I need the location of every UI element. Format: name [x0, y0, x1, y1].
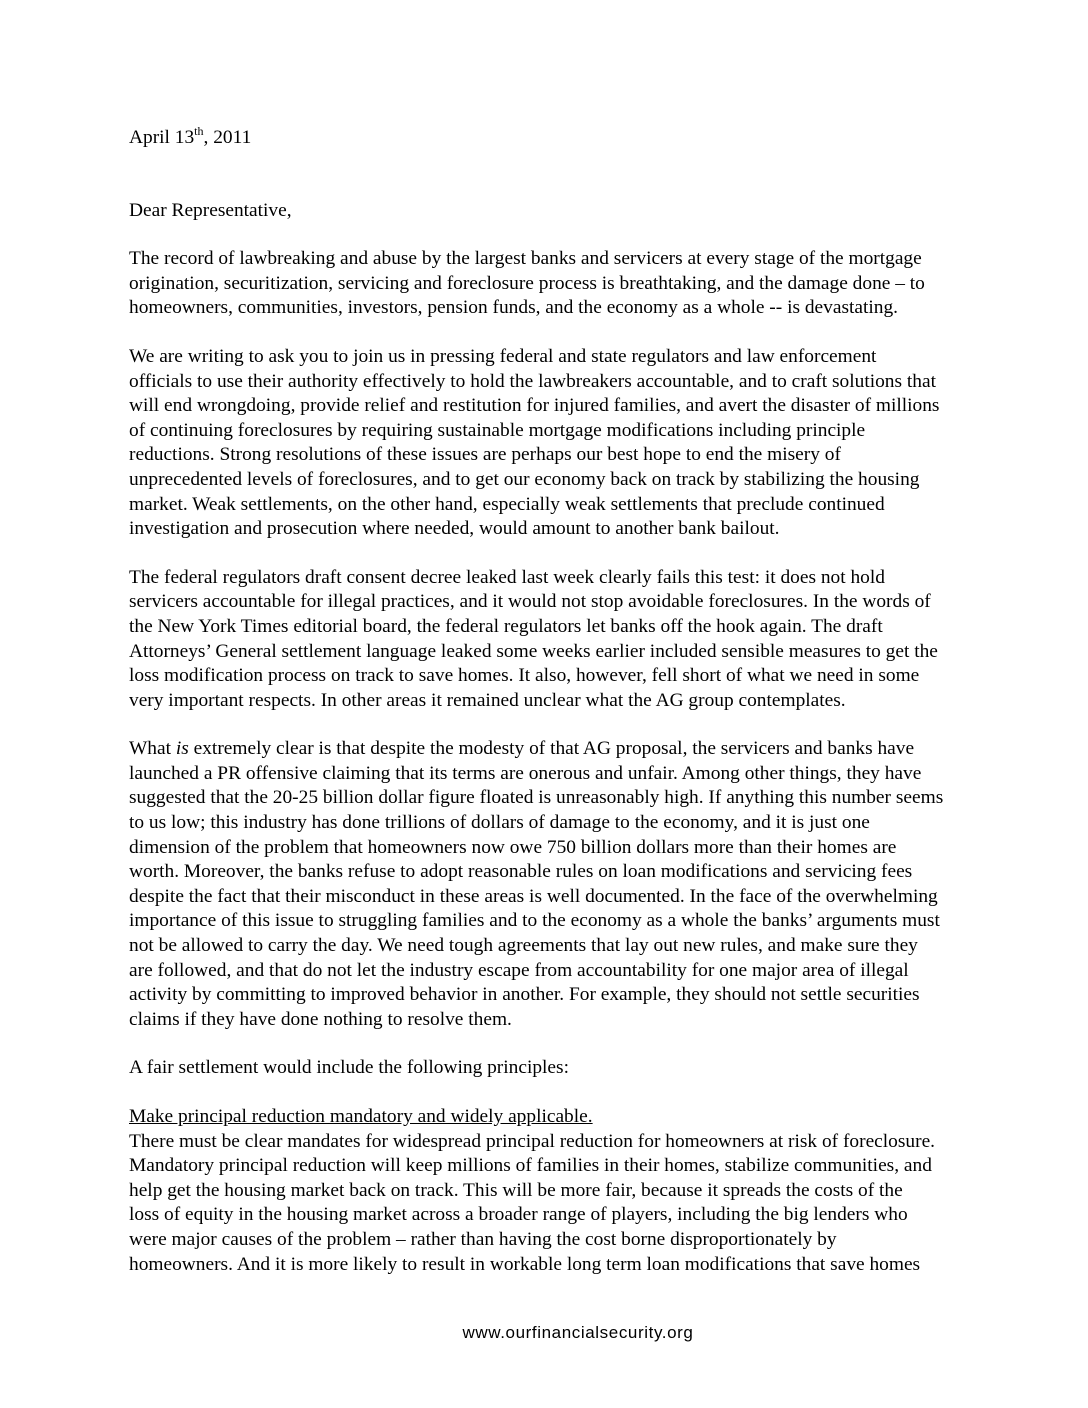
- text-line: reductions. Strong resolutions of these issues are perhaps our best hope to end the misery of: [129, 444, 841, 466]
- text-line: were major causes of the problem – rather than having the cost borne disproportionately by: [129, 1228, 837, 1250]
- text-line: claims if they have done nothing to resolve them.: [129, 1008, 512, 1030]
- principles-intro: A fair settlement would include the following principles:: [129, 1057, 569, 1079]
- website-url: www.ourfinancialsecurity.org: [462, 1323, 694, 1342]
- text-run: extremely clear is that despite the modesty of that AG proposal, the servicers and banks have: [188, 738, 915, 760]
- paragraph-intro: [129, 247, 989, 321]
- text-line: Attorneys’ General settlement language leaked some weeks earlier included sensible measures to get the: [129, 640, 938, 662]
- date-year: , 2011: [203, 127, 252, 148]
- text-line: The record of lawbreaking and abuse by the largest banks and servicers at every stage of the mortgage: [129, 248, 922, 270]
- section-principal-reduction: [129, 1105, 989, 1277]
- text-line: dimension of the problem that homeowners now owe 750 billion dollars more than their homes are: [129, 836, 897, 858]
- text-line: loss modification process on track to save homes. It also, however, fell short of what we need in some: [129, 665, 920, 687]
- text-line: not be allowed to carry the day. We need tough agreements that lay out new rules, and make sure they: [129, 935, 918, 957]
- paragraph-request: [129, 345, 989, 542]
- emphasis-text: is: [175, 738, 189, 760]
- text-line: homeowners. And it is more likely to result in workable long term loan modifications that save homes: [129, 1253, 921, 1275]
- text-line: unprecedented levels of foreclosures, and to get our economy back on track by stabilizing the housing: [129, 468, 920, 490]
- text-line: There must be clear mandates for widespread principal reduction for homeowners at risk of foreclosure.: [129, 1130, 936, 1152]
- text-line: market. Weak settlements, on the other hand, especially weak settlements that preclude continued: [129, 493, 885, 515]
- text-line: help get the housing market back on track. This will be more fair, because it spreads the costs of the: [129, 1179, 903, 1201]
- text-line: officials to use their authority effectively to hold the lawbreakers accountable, and to craft solutions that: [129, 370, 936, 392]
- date-text: April 13: [129, 127, 195, 148]
- text-line: loss of equity in the housing market across a broader range of players, including the big lenders who: [129, 1204, 908, 1226]
- text-line: of continuing foreclosures by requiring sustainable mortgage modifications including principle: [129, 419, 866, 441]
- text-line: homeowners, communities, investors, pension funds, and the economy as a whole -- is devastating.: [129, 297, 899, 319]
- salutation: Dear Representative,: [129, 199, 292, 221]
- paragraph-pr-offensive: [129, 737, 989, 1032]
- text-line: We are writing to ask you to join us in pressing federal and state regulators and law enforcement: [129, 345, 877, 367]
- text-line: despite the fact that their misconduct in these areas is well documented. In the face of the overwhelming: [129, 885, 938, 907]
- text-line: suggested that the 20-25 billion dollar figure floated is unreasonably high. If anything this number seems: [129, 787, 944, 809]
- text-line: [129, 737, 989, 762]
- text-line: very important respects. In other areas it remained unclear what the AG group contemplates.: [129, 689, 846, 711]
- text-line: importance of this issue to struggling families and to the economy as a whole the banks’ arguments must: [129, 910, 940, 932]
- text-line: launched a PR offensive claiming that its terms are onerous and unfair. Among other things, they have: [129, 762, 922, 784]
- text-line: worth. Moreover, the banks refuse to adopt reasonable rules on loan modifications and servicing fees: [129, 861, 913, 883]
- text-line: will end wrongdoing, provide relief and restitution for injured families, and avert the disaster of millions: [129, 395, 940, 417]
- text-line: activity by committing to improved behavior in another. For example, they should not settle securities: [129, 984, 920, 1006]
- footer-website: [0, 1321, 1088, 1346]
- text-line: origination, securitization, servicing and foreclosure process is breathtaking, and the damage done – to: [129, 272, 925, 294]
- text-line: are followed, and that do not let the industry escape from accountability for one major area of illegal: [129, 959, 909, 981]
- date-ordinal-suffix: th: [194, 123, 204, 138]
- letter-date: [129, 123, 989, 151]
- paragraph-consent-decree: [129, 566, 989, 714]
- text-line: investigation and prosecution where needed, would amount to another bank bailout.: [129, 518, 780, 540]
- text-line: the New York Times editorial board, the federal regulators let banks off the hook again. The draft: [129, 615, 883, 637]
- text-line: to us low; this industry has done trillions of dollars of damage to the economy, and it is just one: [129, 812, 870, 834]
- text-line: The federal regulators draft consent decree leaked last week clearly fails this test: it does not hold: [129, 566, 885, 588]
- section-heading: Make principal reduction mandatory and widely applicable.: [129, 1106, 593, 1127]
- letter-body: [129, 123, 989, 1277]
- text-line: servicers accountable for illegal practices, and it would not stop avoidable foreclosures. In the words of: [129, 591, 931, 613]
- text-line: Mandatory principal reduction will keep millions of families in their homes, stabilize communities, and: [129, 1155, 932, 1177]
- text-run: What: [129, 738, 176, 760]
